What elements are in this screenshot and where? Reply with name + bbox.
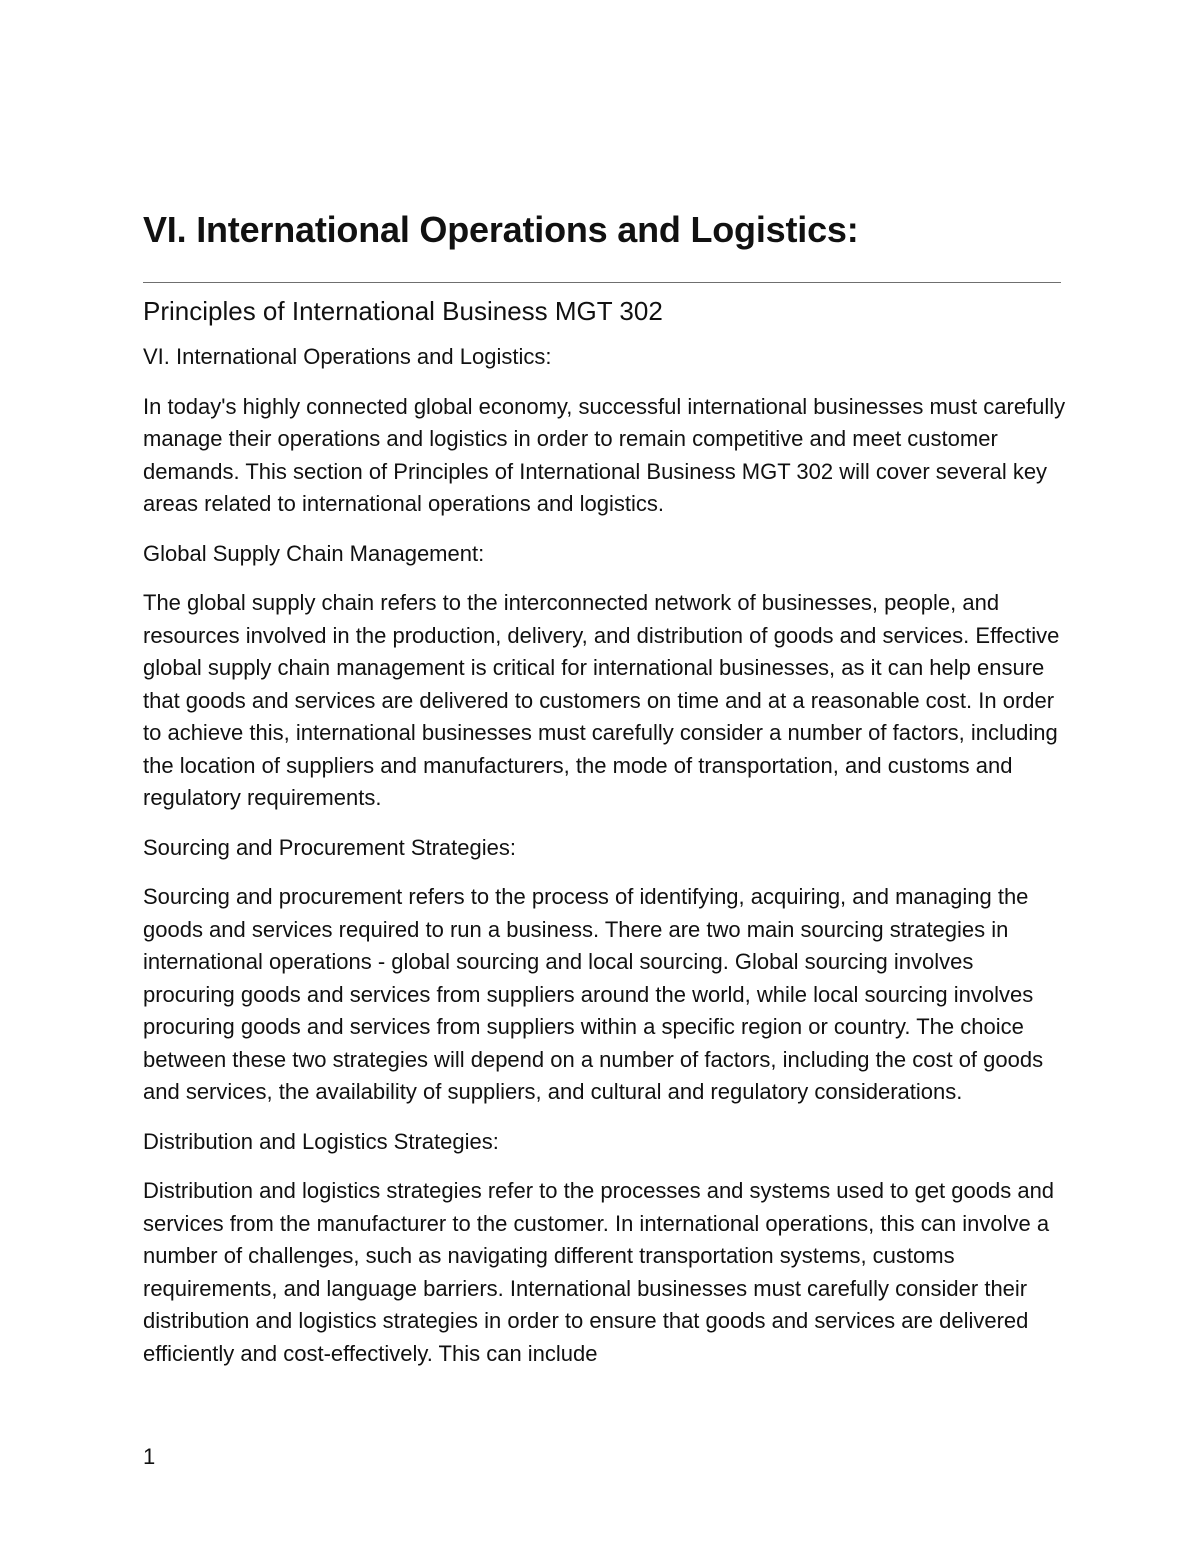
distribution-paragraph: Distribution and logistics strategies refer to the processes and systems used to get goods and services from the manufacturer to the customer. In international operations, this can involve a number of challenges, such as navigating different transportation systems, customs requirements, and language barriers. International businesses must carefully consider their distribution and logistics strategies in order to ensure that goods and services are delivered efficiently and cost-effectively. This can include <box>143 1178 1055 1366</box>
sourcing-heading: Sourcing and Procurement Strategies: <box>143 834 516 860</box>
supply-chain-paragraph: The global supply chain refers to the interconnected network of businesses, people, and resources involved in the production, delivery, and distribution of goods and services. Effective global supply chain management is critical for international businesses, as it can help ensure that goods and services are delivered to customers on time and at a reasonable cost. In order to achieve this, international businesses must carefully consider a number of factors, including the location of suppliers and manufacturers, the mode of transportation, and customs and regulatory requirements. <box>143 590 1060 810</box>
page-content <box>143 208 1068 1370</box>
title-divider <box>143 282 1061 283</box>
section-heading: VI. International Operations and Logistics: <box>143 344 552 369</box>
sourcing-paragraph: Sourcing and procurement refers to the process of identifying, acquiring, and managing the goods and services required to run a business. There are two main sourcing strategies in international operations - global sourcing and local sourcing. Global sourcing involves procuring goods and services from suppliers around the world, while local sourcing involves procuring goods and services from suppliers within a specific region or country. The choice between these two strategies will depend on a number of factors, including the cost of goods and services, the availability of suppliers, and cultural and regulatory considerations. <box>143 884 1044 1104</box>
document-title: VI. International Operations and Logistics: <box>143 209 859 250</box>
supply-chain-heading: Global Supply Chain Management: <box>143 540 485 566</box>
page-number: 1 <box>143 1444 156 1469</box>
document-subtitle: Principles of International Business MGT 302 <box>143 296 663 326</box>
distribution-heading: Distribution and Logistics Strategies: <box>143 1128 499 1154</box>
intro-paragraph: In today's highly connected global economy, successful international businesses must carefully manage their operations and logistics in order to remain competitive and meet customer demands. This section of Principles of International Business MGT 302 will cover several key areas related to international operations and logistics. <box>143 393 1066 516</box>
